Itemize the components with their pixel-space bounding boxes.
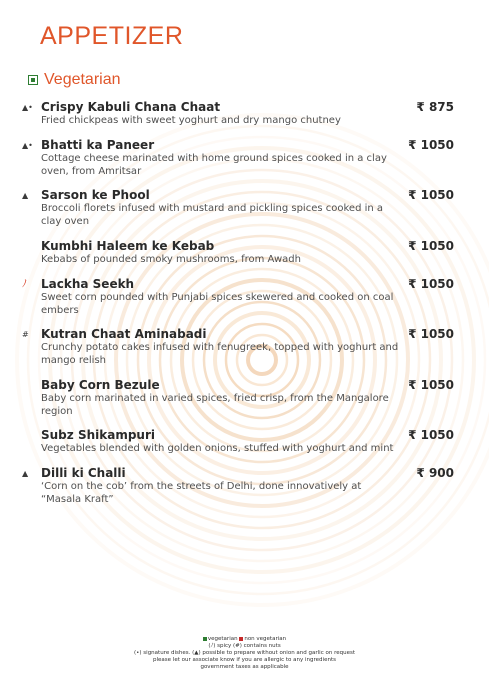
dish-name: Subz Shikampuri <box>41 428 155 442</box>
dish-price: ₹ 1050 <box>408 239 454 253</box>
dish-name: Lackha Seekh <box>41 277 135 291</box>
dish-description: Baby corn marinated in varied spices, fried crisp, from the Mangalore region <box>41 393 389 417</box>
dish-price: ₹ 875 <box>416 100 454 114</box>
dish-marks: ▲ <box>22 191 29 200</box>
dish-description: Vegetables blended with golden onions, stuffed with yoghurt and mint <box>41 443 394 454</box>
dish-marks: ▲• <box>22 141 33 150</box>
dish-description: Fried chickpeas with sweet yoghurt and dry mango chutney <box>41 115 341 126</box>
dish-marks: ▲ <box>22 469 29 478</box>
legend-spicy: (ﾉ) spicy (#) contains nuts <box>208 643 281 649</box>
legend-nonveg: non vegetarian <box>244 636 287 642</box>
legend-allergy: please let our associate know if you are allergic to any ingredients <box>153 657 336 663</box>
dish-price: ₹ 1050 <box>408 188 454 202</box>
spicy-icon: ﾉ <box>22 279 27 290</box>
dish-price: ₹ 1050 <box>408 327 454 341</box>
dish-price: ₹ 1050 <box>408 378 454 392</box>
dish-name: Kutran Chaat Aminabadi <box>41 327 207 341</box>
dish-name: Crispy Kabuli Chana Chaat <box>41 100 221 114</box>
dish-name: Bhatti ka Paneer <box>41 138 155 152</box>
dish-price: ₹ 900 <box>416 466 454 480</box>
page-title: APPETIZER <box>40 22 184 50</box>
dish-price: ₹ 1050 <box>408 428 454 442</box>
nonveg-square-icon <box>239 637 243 641</box>
section-title: Vegetarian <box>44 71 121 88</box>
dish-description: Sweet corn pounded with Punjabi spices skewered and cooked on coal embers <box>41 292 394 316</box>
dish-price: ₹ 1050 <box>408 277 454 291</box>
dish-description: Kebabs of pounded smoky mushrooms, from Awadh <box>41 254 301 265</box>
dish-name: Baby Corn Bezule <box>41 378 160 392</box>
dish-name: Dilli ki Challi <box>41 466 126 480</box>
dish-description: ‘Corn on the cob’ from the streets of Delhi, done innovatively at “Masala Kraft” <box>41 481 362 505</box>
legend-diet-row <box>0 636 489 643</box>
veg-square-icon <box>203 637 207 641</box>
dish-description: Crunchy potato cakes infused with fenugreek, topped with yoghurt and mango relish <box>41 342 399 366</box>
dish-name: Kumbhi Haleem ke Kebab <box>41 239 215 253</box>
dish-description: Cottage cheese marinated with home ground spices cooked in a clay oven, from Amritsar <box>41 153 387 177</box>
dish-price: ₹ 1050 <box>408 138 454 152</box>
legend-veg: vegetarian <box>207 636 238 642</box>
dish-marks: ▲• <box>22 103 33 112</box>
dish-name: Sarson ke Phool <box>41 188 150 202</box>
legend <box>0 636 489 671</box>
dish-description: Broccoli florets infused with mustard and pickling spices cooked in a clay oven <box>41 203 384 227</box>
legend-signature: (•) signature dishes. (▲) possible to prepare without onion and garlic on request <box>134 650 355 656</box>
dish-marks: # <box>22 330 29 339</box>
legend-taxes: government taxes as applicable <box>200 664 289 670</box>
